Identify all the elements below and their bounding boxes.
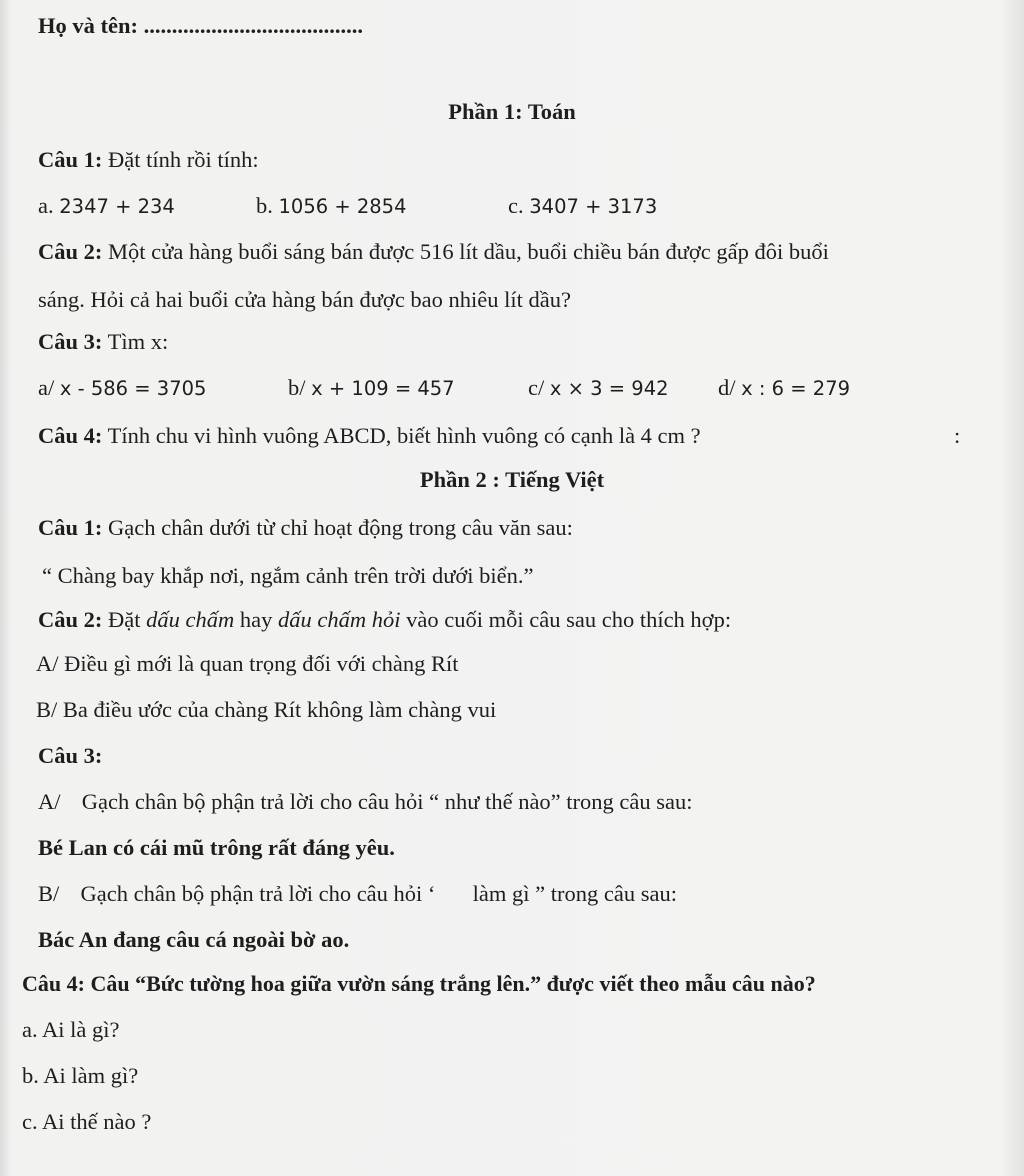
p1-q3-prefix-a: a/ xyxy=(38,375,55,400)
p2-q2-sentence-b: B/ Ba điều ước của chàng Rít không làm chàng vui xyxy=(36,697,497,722)
part1-title: Phần 1: Toán xyxy=(448,99,576,124)
p1-q4-line xyxy=(38,422,701,450)
p1-q3-expr-d: x : 6 = 279 xyxy=(741,377,851,400)
p2-q2-italic-1: dấu chấm xyxy=(146,607,235,632)
name-blank: ....................................... xyxy=(143,13,363,38)
p2-q4-option-a: a. Ai là gì? xyxy=(22,1017,120,1042)
p1-q3-expr-a: x - 586 = 3705 xyxy=(59,377,207,400)
p1-q3-text: Tìm x: xyxy=(102,329,169,354)
p2-q3-a-line xyxy=(38,788,693,816)
p1-q1-line xyxy=(38,146,259,174)
p2-q1-text: Gạch chân dưới từ chỉ hoạt động trong câu văn sau: xyxy=(102,515,573,540)
p1-q2-label: Câu 2: xyxy=(38,239,103,264)
p2-q1-quote: “ Chàng bay khắp nơi, ngắm cảnh trên trời dưới biển.” xyxy=(42,563,534,588)
p1-q2-text1: Một cửa hàng buổi sáng bán được 516 lít dầu, buổi chiều bán được gấp đôi buổi xyxy=(102,239,829,264)
p1-q1-prefix-b: b. xyxy=(256,193,273,218)
p2-q2-label: Câu 2: xyxy=(38,607,103,632)
p1-q1-expr-a: 2347 + 234 xyxy=(59,195,175,218)
p1-q3-expr-c: x × 3 = 942 xyxy=(549,377,669,400)
p1-q3-prefix-b: b/ xyxy=(288,375,306,400)
p2-q3-b-text1: Gạch chân bộ phận trả lời cho câu hỏi ‘ xyxy=(80,881,436,906)
p2-q4-line: Câu 4: Câu “Bức tường hoa giữa vườn sáng trắng lên.” được viết theo mẫu câu nào? xyxy=(22,971,816,996)
p1-q3-item-d xyxy=(718,374,850,403)
p2-q2-sentence-a: A/ Điều gì mới là quan trọng đối với chàng Rít xyxy=(36,651,459,676)
p1-q1-text: Đặt tính rồi tính: xyxy=(102,147,259,172)
p2-q3-b-prefix: B/ xyxy=(38,881,60,906)
p1-q3-item-a xyxy=(38,374,206,403)
p1-q3-prefix-c: c/ xyxy=(528,375,545,400)
p1-q3-line xyxy=(38,328,168,356)
p2-q3-b-text2: làm gì ” trong câu sau: xyxy=(472,881,677,906)
p2-q3-a-prefix: A/ xyxy=(38,789,61,814)
p2-q2-t2: hay xyxy=(234,607,279,632)
p2-q3-label: Câu 3: xyxy=(38,743,103,768)
p1-q2-line2: sáng. Hỏi cả hai buổi cửa hàng bán được bao nhiêu lít dầu? xyxy=(38,287,572,312)
p2-q1-label: Câu 1: xyxy=(38,515,103,540)
p1-q3-label: Câu 3: xyxy=(38,329,103,354)
p1-q3-item-b xyxy=(288,374,455,403)
p2-q3-b-line xyxy=(38,880,677,908)
p1-q1-expr-c: 3407 + 3173 xyxy=(529,195,658,218)
p2-q1-line xyxy=(38,514,573,542)
p1-q1-item-b xyxy=(256,192,407,221)
p2-q3-b-sentence: Bác An đang câu cá ngoài bờ ao. xyxy=(38,927,350,952)
p1-q1-label: Câu 1: xyxy=(38,147,103,172)
p1-q4-stray-mark: : xyxy=(954,423,961,448)
p1-q3-item-c xyxy=(528,374,669,403)
p1-q1-expr-b: 1056 + 2854 xyxy=(278,195,407,218)
p2-q3-a-text: Gạch chân bộ phận trả lời cho câu hỏi “ như thế nào” trong câu sau: xyxy=(81,789,693,814)
p2-q2-t3: vào cuối mỗi câu sau cho thích hợp: xyxy=(400,607,732,632)
p2-q2-t1: Đặt xyxy=(102,607,147,632)
p2-q4-option-b: b. Ai làm gì? xyxy=(22,1063,139,1088)
p2-q3-a-sentence: Bé Lan có cái mũ trông rất đáng yêu. xyxy=(38,835,395,860)
name-line xyxy=(38,12,363,40)
p1-q1-prefix-c: c. xyxy=(508,193,524,218)
p2-q2-line xyxy=(38,606,731,634)
p1-q1-item-c xyxy=(508,192,657,221)
name-label: Họ và tên: xyxy=(38,13,138,38)
part2-title: Phần 2 : Tiếng Việt xyxy=(419,467,605,492)
p2-q2-italic-2: dấu chấm hỏi xyxy=(278,607,401,632)
p1-q4-label: Câu 4: xyxy=(38,423,103,448)
p1-q1-item-a xyxy=(38,192,175,221)
p1-q2-line1 xyxy=(38,238,829,266)
p1-q3-expr-b: x + 109 = 457 xyxy=(311,377,455,400)
p1-q1-prefix-a: a. xyxy=(38,193,54,218)
p1-q3-prefix-d: d/ xyxy=(718,375,736,400)
p1-q4-text: Tính chu vi hình vuông ABCD, biết hình vuông có cạnh là 4 cm ? xyxy=(102,423,701,448)
p2-q4-option-c: c. Ai thế nào ? xyxy=(22,1109,152,1134)
